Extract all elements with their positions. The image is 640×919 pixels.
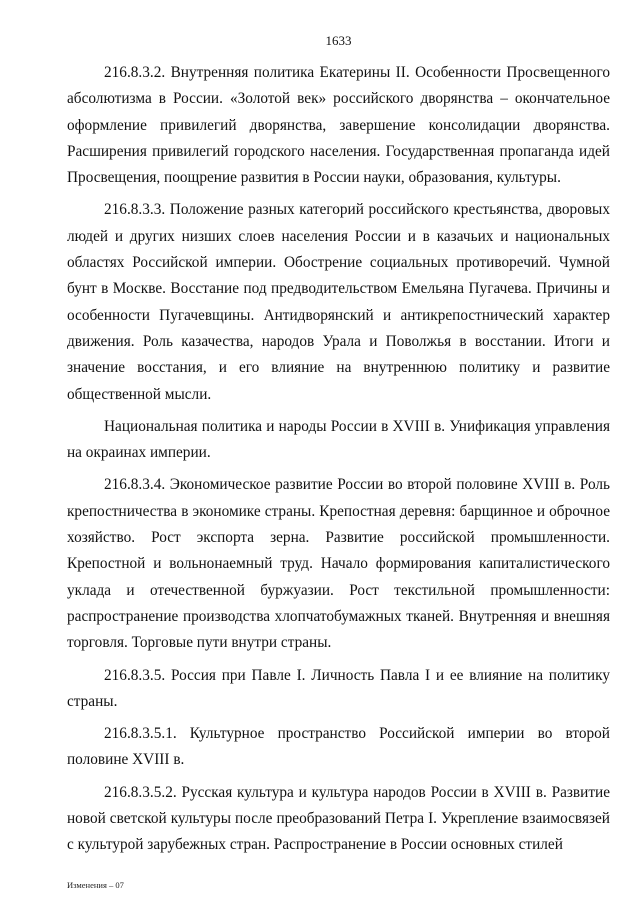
paragraph-216-8-3-5: 216.8.3.5. Россия при Павле I. Личность Павла I и ее влияние на политику страны. [67, 666, 610, 710]
page-number: 1633 [325, 33, 352, 48]
footer-revision-note: Изменения – 07 [67, 880, 124, 890]
paragraph-216-8-3-2: 216.8.3.2. Внутренняя политика Екатерины II. Особенности Просвещенного абсолютизма в России. «Золотой век» российского дворянства – окончательное оформление привилегий дворянства, завершение консолидации дворянства. Расширения привилегий городского населения. Государственная пропаганда идей Просвещения, поощрение развития в России науки, образования, культуры. [67, 64, 610, 187]
paragraph-216-8-3-5-1: 216.8.3.5.1. Культурное пространство Российской империи во второй половине XVIII в. [67, 725, 610, 769]
paragraph-216-8-3-3: 216.8.3.3. Положение разных категорий российского крестьянства, дворовых людей и других низших слоев населения России и в казачьих и национальных областях Российской империи. Обострение социальных противоречий. Чумной бунт в Москве. Восстание под предводительством Емельяна Пугачева. Причины и особенности Пугачевщины. Антидворянский и антикрепостнический характер движения. Роль казачества, народов Урала и Поволжья в восстании. Итоги и значение восстания, и его влияние на внутреннюю политику и развитие общественной мысли. [67, 201, 610, 403]
paragraph-216-8-3-4: 216.8.3.4. Экономическое развитие России во второй половине XVIII в. Роль крепостничества в экономике страны. Крепостная деревня: барщинное и оброчное хозяйство. Рост экспорта зерна. Развитие российской промышленности. Крепостной и вольнонаемный труд. Начало формирования капиталистического уклада и отечественной буржуазии. Рост текстильной промышленности: распространение производства хлопчатобумажных тканей. Внутренняя и внешняя торговля. Торговые пути внутри страны. [67, 476, 610, 652]
paragraph-216-8-3-5-2: 216.8.3.5.2. Русская культура и культура народов России в XVIII в. Развитие новой светской культуры после преобразований Петра I. Укрепление взаимосвязей с культурой зарубежных стран. Распространение в России основных стилей [67, 783, 610, 854]
paragraph-national-policy: Национальная политика и народы России в XVIII в. Унификация управления на окраинах империи. [67, 417, 610, 462]
